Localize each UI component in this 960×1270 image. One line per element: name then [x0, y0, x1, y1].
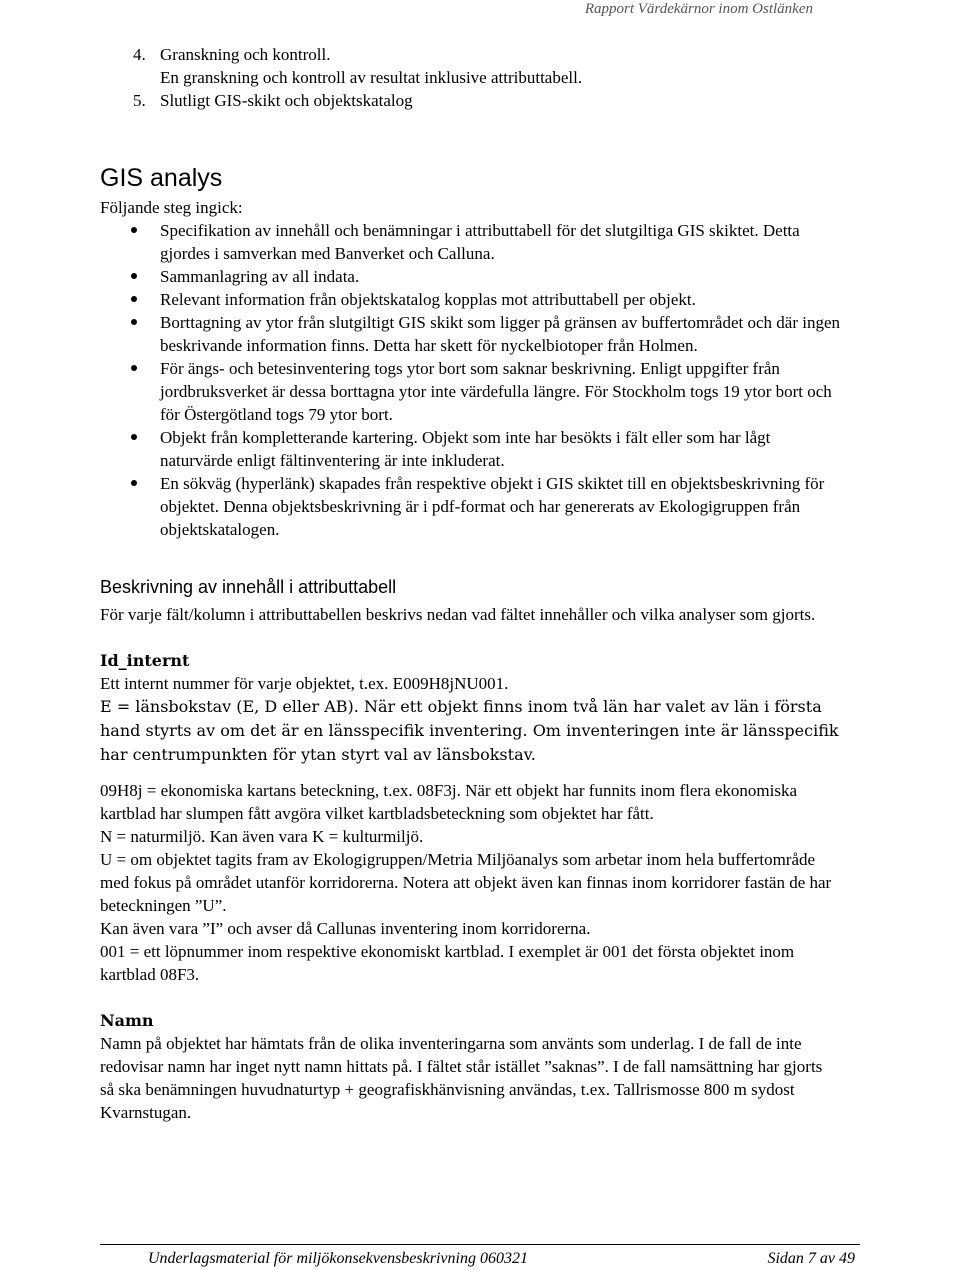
id-internt-calluna: Kan även vara ”I” och avser då Callunas inventering inom korridorerna.: [100, 919, 591, 938]
process-steps-list: [100, 43, 840, 112]
list-item: [100, 288, 840, 311]
id-internt-lansbokstav: E = länsbokstav (E, D eller AB). När ett objekt finns inom två län har valet av län i första hand styrts av om det är en länsspecifik inventering. Om inventeringen inte är länsspecifik har centrumpunkten för ytan styrt val av länsbokstav.: [100, 697, 839, 764]
attribute-table-intro: För varje fält/kolumn i attributtabellen beskrivs nedan vad fältet innehåller och vilka analyser som gjorts.: [100, 605, 816, 624]
bullet-icon: [131, 296, 137, 302]
bullet-icon: [131, 480, 137, 486]
bullet-text: Specifikation av innehåll och benämningar i attributtabell för det slutgiltiga GIS skiktet. Detta gjordes i samverkan med Banverket och Calluna.: [160, 221, 800, 263]
running-header: Rapport Värdekärnor inom Ostlänken: [584, 1, 813, 17]
bullet-text: Objekt från kompletterande kartering. Objekt som inte har besökts i fält eller som har lågt naturvärde enligt fältinventering är inte inkluderat.: [160, 428, 771, 470]
step-text: Granskning och kontroll.: [160, 45, 331, 64]
bullet-icon: [131, 365, 137, 371]
list-item: [100, 89, 840, 112]
list-item: [100, 265, 840, 288]
list-item: [100, 472, 840, 541]
id-internt-kartblad: 09H8j = ekonomiska kartans beteckning, t.ex. 08F3j. När ett objekt har funnits inom flera ekonomiska kartblad har slumpen fått avgöra vilket kartbladsbeteckning som objektet har fått.: [100, 781, 797, 823]
gis-analysis-heading: GIS analys: [100, 164, 223, 192]
attribute-table-heading: Beskrivning av innehåll i attributtabell: [100, 577, 397, 597]
bullet-text: En sökväg (hyperlänk) skapades från respektive objekt i GIS skiktet till en objektsbeskrivning för objektet. Denna objektsbeskrivning är i pdf-format och har genererats av Ekologigruppen från objektskatalogen.: [160, 474, 825, 539]
namn-description: Namn på objektet har hämtats från de olika inventeringarna som använts som underlag. I de fall de inte redovisar namn har inget nytt namn hittats på. I fältet står istället ”saknas”. I de fall namsättning har gjorts så ska benämningen huvudnaturtyp + geografiskhänvisning användas, t.ex. Tallrismosse 800 m sydost Kvarnstugan.: [100, 1034, 823, 1122]
id-internt-miljotyp: N = naturmiljö. Kan även vara K = kulturmiljö.: [100, 827, 424, 846]
list-item: [100, 43, 840, 89]
list-item: [100, 311, 840, 357]
page-content: [100, 43, 840, 1124]
bullet-icon: [131, 319, 137, 325]
bullet-text: Borttagning av ytor från slutgiltigt GIS skikt som ligger på gränsen av buffertområdet och där ingen beskrivande information finns. Detta har skett för nyckelbiotoper från Holmen.: [160, 313, 841, 355]
field-heading-id-internt: Id_internt: [100, 651, 190, 670]
bullet-icon: [131, 273, 137, 279]
bullet-text: Sammanlagring av all indata.: [160, 267, 360, 286]
gis-steps-list: [100, 219, 840, 541]
step-number: 4.: [133, 45, 146, 64]
list-item: [100, 426, 840, 472]
bullet-text: För ängs- och betesinventering togs ytor bort som saknar beskrivning. Enligt uppgifter från jordbruksverket är dessa borttagna ytor inte värdefulla längre. För Stockholm togs 19 ytor bort och för Östergötland togs 79 ytor bort.: [160, 359, 832, 424]
list-item: [100, 219, 840, 265]
id-internt-lopnummer: 001 = ett löpnummer inom respektive ekonomiskt kartblad. I exemplet är 001 det första objektet inom kartblad 08F3.: [100, 942, 795, 984]
footer-page-number: Sidan 7 av 49: [767, 1250, 855, 1267]
footer-document-title: Underlagsmaterial för miljökonsekvensbeskrivning 060321: [148, 1250, 528, 1267]
step-number: 5.: [133, 91, 146, 110]
step-description: En granskning och kontroll av resultat inklusive attributtabell.: [160, 68, 583, 87]
bullet-icon: [131, 434, 137, 440]
footer-divider: [100, 1244, 860, 1245]
bullet-text: Relevant information från objektskatalog kopplas mot attributtabell per objekt.: [160, 290, 696, 309]
gis-intro: Följande steg ingick:: [100, 198, 243, 217]
bullet-icon: [131, 227, 137, 233]
id-internt-ursprung: U = om objektet tagits fram av Ekologigruppen/Metria Miljöanalys som arbetar inom hela buffertområde med fokus på området utanför korridorerna. Notera att objekt även kan finnas inom korridorer fastän de har beteckningen ”U”.: [100, 850, 832, 915]
step-text: Slutligt GIS-skikt och objektskatalog: [160, 91, 413, 110]
list-item: [100, 357, 840, 426]
id-internt-example: Ett internt nummer för varje objektet, t.ex. E009H8jNU001.: [100, 674, 509, 693]
field-heading-namn: Namn: [100, 1011, 154, 1030]
